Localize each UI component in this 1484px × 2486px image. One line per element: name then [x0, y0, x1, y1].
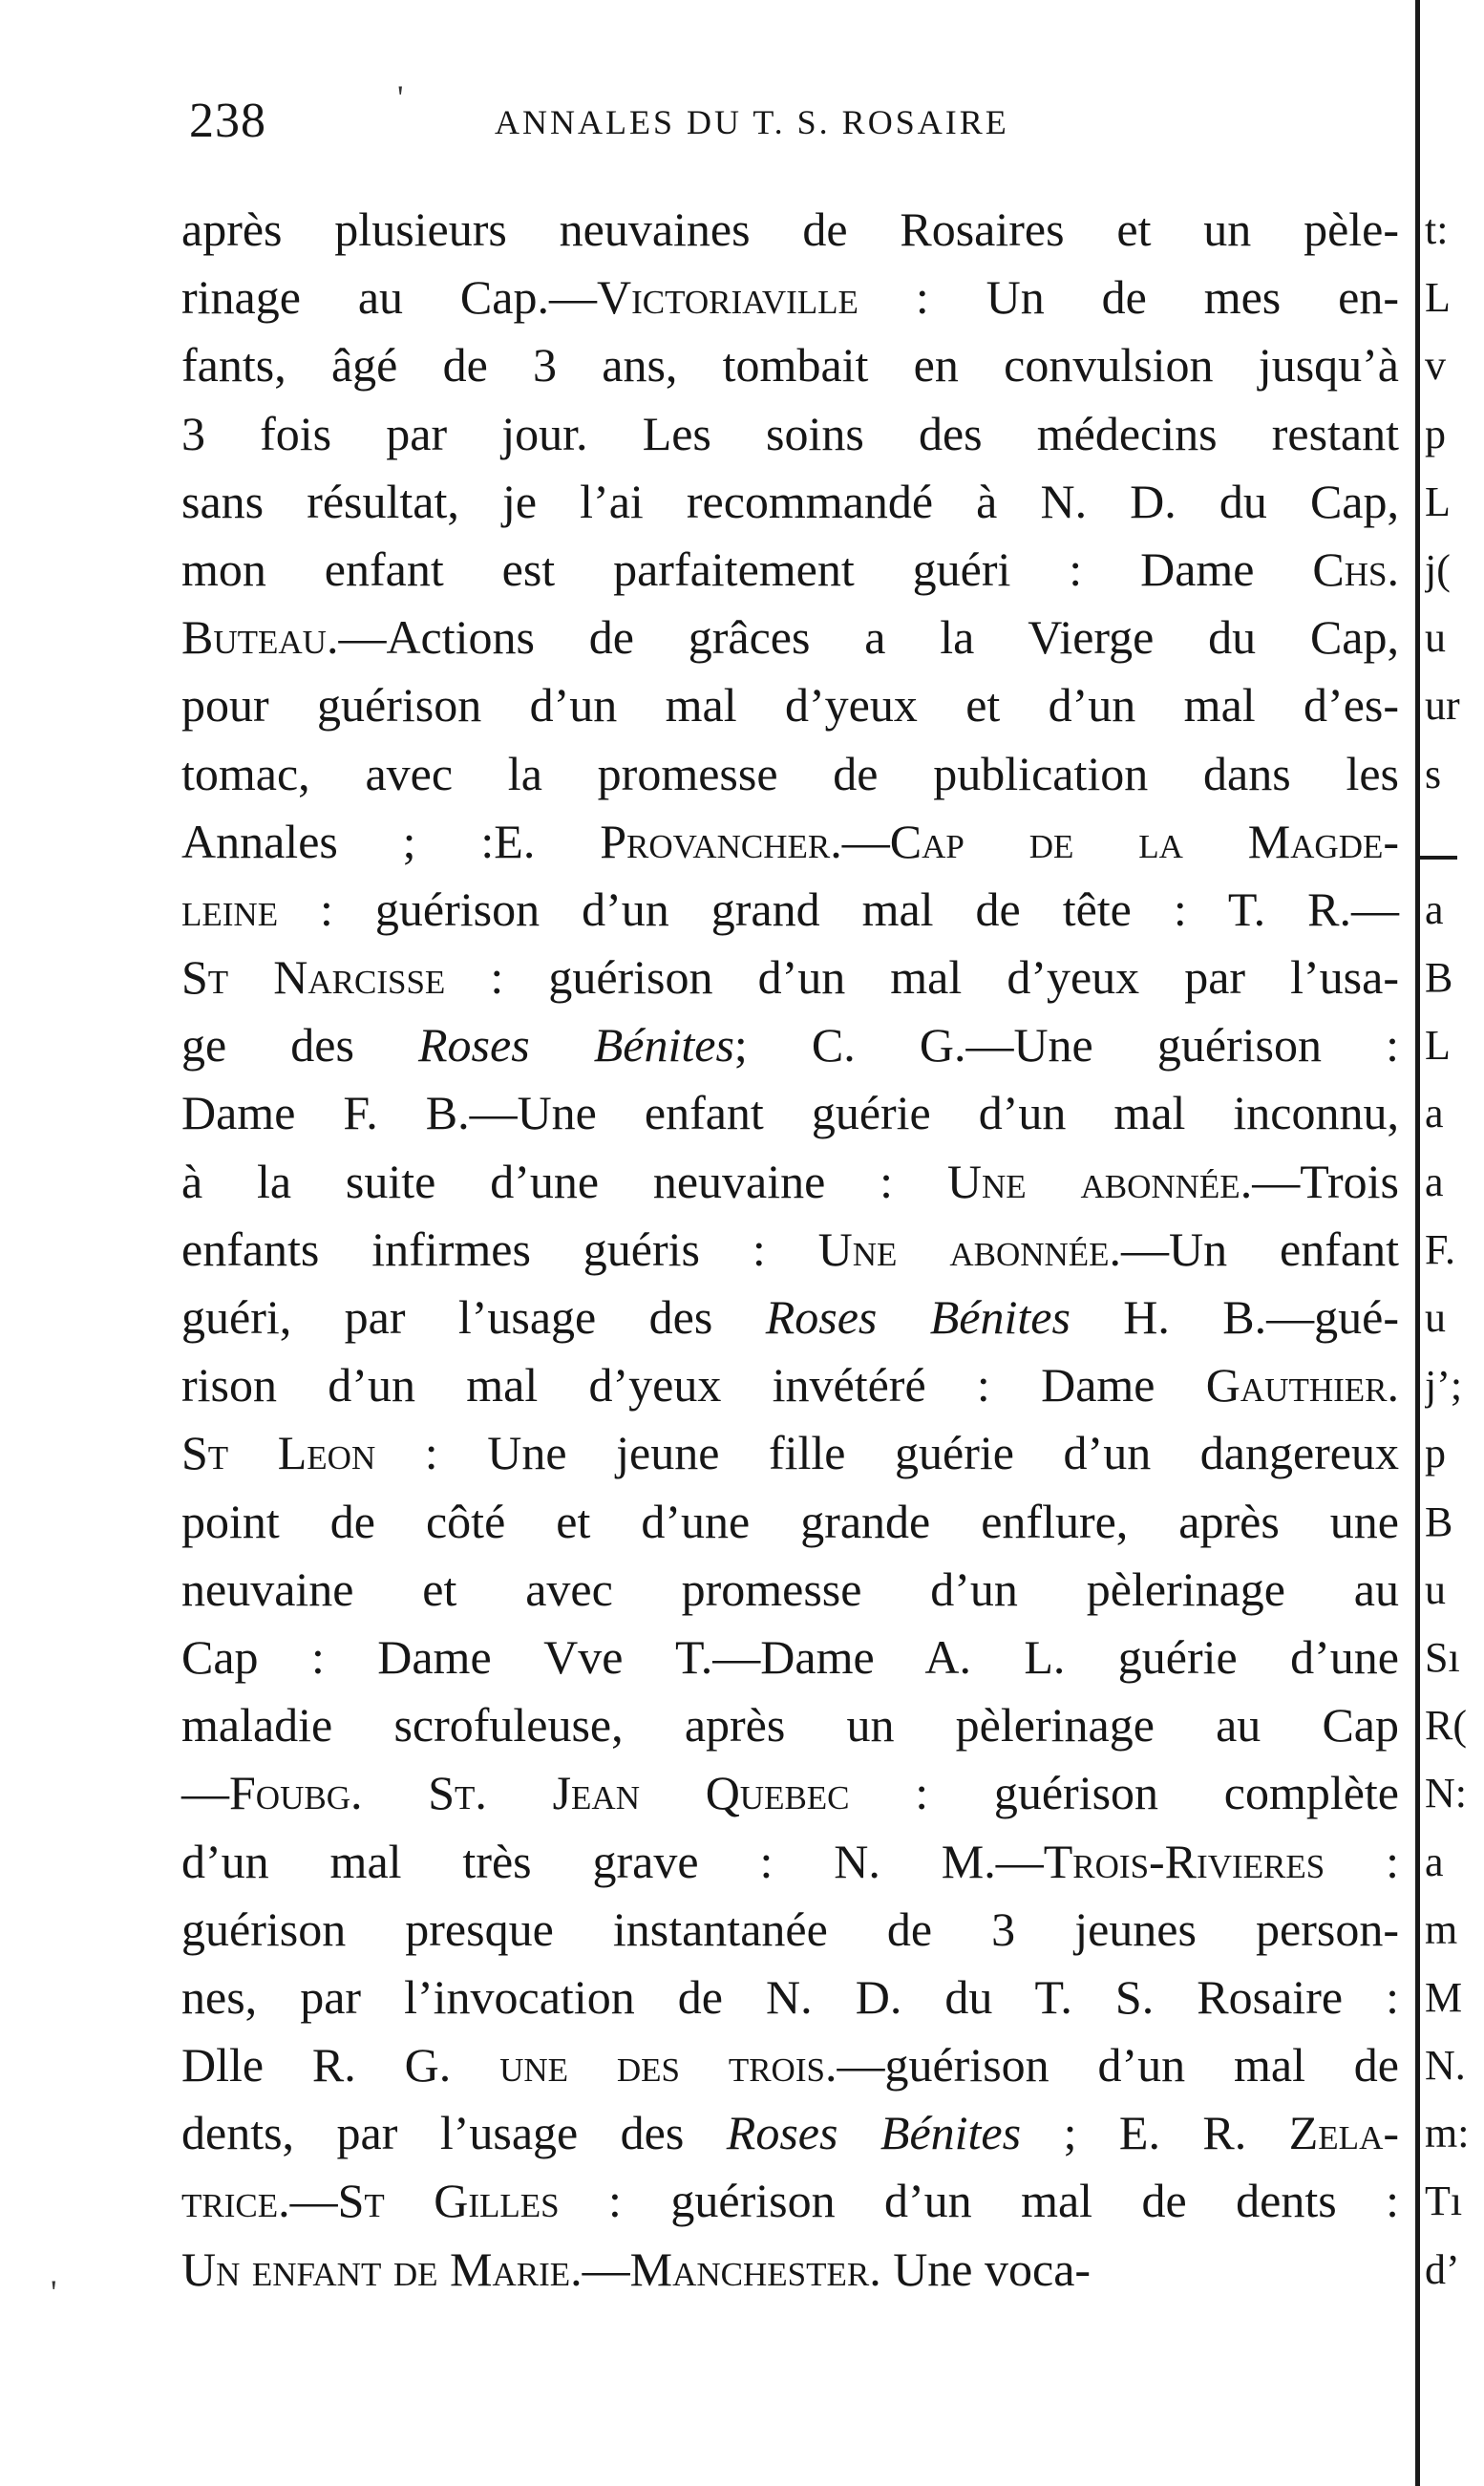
text-run: ; C. G.—Une guérison : — [733, 1018, 1399, 1073]
text-run: mon enfant est parfaitement guéri : Dame — [181, 542, 1313, 596]
text-line — [181, 1216, 1399, 1284]
text-run: enfants infirmes guéris : — [181, 1222, 818, 1276]
text-run: point de côté et d’une grande enflure, après une — [181, 1494, 1399, 1548]
small-caps-run: Cap de la Magde- — [889, 814, 1400, 868]
text-line — [181, 2236, 1399, 2304]
bleed-fragment: p — [1425, 1430, 1446, 1477]
text-line — [181, 1828, 1399, 1896]
text-run: . Une voca- — [869, 2242, 1092, 2296]
text-line — [181, 1896, 1399, 1964]
bleed-fragment: v — [1425, 342, 1446, 390]
bleed-fragment: L — [1425, 274, 1451, 322]
small-caps-run: Un enfant de Marie — [181, 2242, 571, 2296]
small-caps-run: Trois-Rivieres — [1043, 1834, 1325, 1888]
bleed-fragment: s — [1425, 750, 1442, 797]
text-run: .—Actions de grâces a la Vierge du Cap, — [326, 610, 1399, 665]
bleed-fragment: a — [1425, 1838, 1444, 1885]
text-run: neuvaine et avec promesse d’un pèlerinage au — [181, 1562, 1399, 1616]
text-line — [181, 400, 1399, 468]
small-caps-run: St Narcisse — [181, 950, 446, 1005]
bleed-fragment: N. — [1425, 2042, 1466, 2090]
bleed-fragment: p — [1425, 410, 1446, 457]
bleed-fragment: L — [1425, 1022, 1451, 1070]
italic-run: Roses Bénites — [418, 1018, 734, 1073]
bleed-fragment — [1425, 808, 1484, 876]
small-caps-run: Foubg. St. Jean Quebec — [229, 1766, 850, 1820]
small-caps-run: Une abonnée — [817, 1222, 1110, 1276]
bleed-fragment: L — [1425, 478, 1451, 525]
text-run: .— — [830, 814, 890, 868]
text-run: fants, âgé de 3 ans, tombait en convulsion jusqu’à — [181, 338, 1399, 393]
text-run: : — [1325, 1834, 1399, 1888]
text-run: tomac, avec la promesse de publication dans les — [181, 746, 1399, 800]
bleed-fragment: m: — [1425, 2110, 1470, 2157]
text-line — [181, 1284, 1399, 1351]
text-line — [181, 2167, 1399, 2235]
text-run: ; E. R. — [1021, 2106, 1289, 2160]
text-run: rison d’un mal d’yeux invétéré : Dame — [181, 1358, 1206, 1413]
small-caps-run: St Gilles — [337, 2174, 560, 2228]
bleed-fragment: B — [1425, 954, 1453, 1002]
bleed-fragment: j’; — [1425, 1362, 1463, 1410]
small-caps-run: Une abonnée — [946, 1154, 1240, 1208]
text-line — [181, 1488, 1399, 1556]
small-caps-run: Gauthier. — [1205, 1358, 1399, 1413]
text-run: guéri, par l’usage des — [181, 1290, 766, 1344]
text-run: .—Trois — [1240, 1154, 1399, 1208]
small-caps-run: leine — [181, 882, 279, 936]
text-line — [181, 1079, 1399, 1147]
italic-run: Roses Bénites — [726, 2106, 1022, 2160]
bleed-fragment: B — [1425, 1498, 1453, 1545]
text-run: Cap : Dame Vve T.—Dame A. L. guérie d’une — [181, 1629, 1399, 1684]
text-run: ge des — [181, 1018, 419, 1073]
text-line — [181, 1148, 1399, 1216]
bleed-fragment: a — [1425, 1158, 1444, 1205]
small-caps-run: Manchester — [629, 2242, 870, 2296]
text-run: rinage au Cap.— — [181, 270, 597, 325]
text-run: H. B.—gué- — [1070, 1290, 1399, 1344]
text-line — [181, 196, 1399, 264]
bleed-fragment: u — [1425, 1294, 1446, 1341]
small-caps-run: St Leon — [181, 1426, 376, 1480]
text-run: Dlle R. G. — [181, 2038, 500, 2093]
small-caps-run: trice — [181, 2174, 279, 2228]
page-number: 238 — [189, 94, 266, 148]
text-run: à la suite d’une neuvaine : — [181, 1154, 947, 1208]
running-title: ANNALES DU T. S. ROSAIRE — [495, 103, 1009, 141]
text-line — [181, 740, 1399, 808]
bleed-fragment: u — [1425, 1565, 1446, 1613]
text-line — [181, 1691, 1399, 1759]
small-caps-run: Chs. — [1312, 542, 1399, 596]
bleed-fragment: t: — [1425, 206, 1449, 253]
small-caps-run: Provancher — [600, 814, 831, 868]
bleed-fragment: Tı — [1425, 2178, 1463, 2225]
text-line — [181, 1011, 1399, 1079]
body-text — [181, 196, 1399, 2304]
text-line — [181, 468, 1399, 536]
text-run: nes, par l’invocation de N. D. du T. S. Rosaire : — [181, 1969, 1399, 2024]
text-run: Annales ; :E. — [181, 814, 601, 868]
text-run: : Une jeune fille guérie d’un dangereux — [375, 1426, 1399, 1480]
bleed-fragment: a — [1425, 885, 1444, 933]
small-caps-run: Buteau — [181, 610, 327, 665]
text-line — [181, 671, 1399, 739]
text-run: : guérison d’un mal d’yeux par l’usa- — [445, 950, 1399, 1005]
page-header — [189, 88, 1397, 155]
text-run: — — [181, 1766, 229, 1820]
text-line — [181, 2099, 1399, 2167]
text-line — [181, 331, 1399, 399]
text-line — [181, 876, 1399, 944]
text-run: Dame F. B.—Une enfant guérie d’un mal inconnu, — [181, 1086, 1399, 1140]
small-caps-run: Victoriaville — [596, 270, 859, 325]
margin-mark: ' — [397, 78, 404, 117]
text-line — [181, 1759, 1399, 1827]
text-line — [181, 1624, 1399, 1691]
bleed-fragment: u — [1425, 614, 1446, 662]
text-line — [181, 536, 1399, 604]
text-line — [181, 808, 1399, 876]
text-run: .—guérison d’un mal de — [824, 2038, 1399, 2093]
text-run: : Un de mes en- — [858, 270, 1400, 325]
bleed-fragment: F. — [1425, 1225, 1455, 1273]
text-run: : guérison complète — [849, 1766, 1399, 1820]
bleed-fragment: m — [1425, 1905, 1458, 1953]
text-run: : guérison d’un grand mal de tête : T. R.— — [278, 882, 1399, 936]
text-run: .— — [278, 2174, 338, 2228]
text-line — [181, 1419, 1399, 1487]
text-run: pour guérison d’un mal d’yeux et d’un mal d’es- — [181, 678, 1399, 733]
text-run: maladie scrofuleuse, après un pèlerinage au Cap — [181, 1698, 1399, 1753]
small-caps-run: Zela- — [1288, 2106, 1399, 2160]
text-line — [181, 1351, 1399, 1419]
bleed-fragment: M — [1425, 1973, 1463, 2021]
text-run: après plusieurs neuvaines de Rosaires et un pèle- — [181, 202, 1399, 256]
text-run: dents, par l’usage des — [181, 2106, 727, 2160]
text-line — [181, 604, 1399, 671]
text-run: 3 fois par jour. Les soins des médecins restant — [181, 406, 1399, 460]
bleed-fragment: j( — [1425, 545, 1451, 593]
text-line — [181, 264, 1399, 331]
text-run: guérison presque instantanée de 3 jeunes person- — [181, 1902, 1399, 1956]
small-caps-run: une des trois — [499, 2038, 825, 2093]
bleed-fragment: d’ — [1425, 2245, 1460, 2293]
bleed-fragment: a — [1425, 1090, 1444, 1137]
text-line — [181, 944, 1399, 1011]
text-run: sans résultat, je l’ai recommandé à N. D. du Cap, — [181, 474, 1399, 528]
text-run: .— — [570, 2242, 630, 2296]
text-line — [181, 1964, 1399, 2031]
margin-mark: ' — [51, 2273, 57, 2311]
text-run: .—Un enfant — [1109, 1222, 1399, 1276]
page-gutter-edge — [1415, 0, 1420, 2486]
text-run: : guérison d’un mal de dents : — [559, 2174, 1399, 2228]
bleed-fragment: Sı — [1425, 1633, 1460, 1681]
bleed-fragment: ur — [1425, 682, 1460, 730]
bleed-fragment: R( — [1425, 1702, 1467, 1750]
italic-run: Roses Bénites — [765, 1290, 1071, 1344]
bleed-fragment: N: — [1425, 1770, 1467, 1817]
text-run: d’un mal très grave : N. M.— — [181, 1834, 1044, 1888]
facing-page-bleed — [1425, 196, 1484, 2304]
text-line — [181, 2031, 1399, 2099]
text-line — [181, 1556, 1399, 1624]
